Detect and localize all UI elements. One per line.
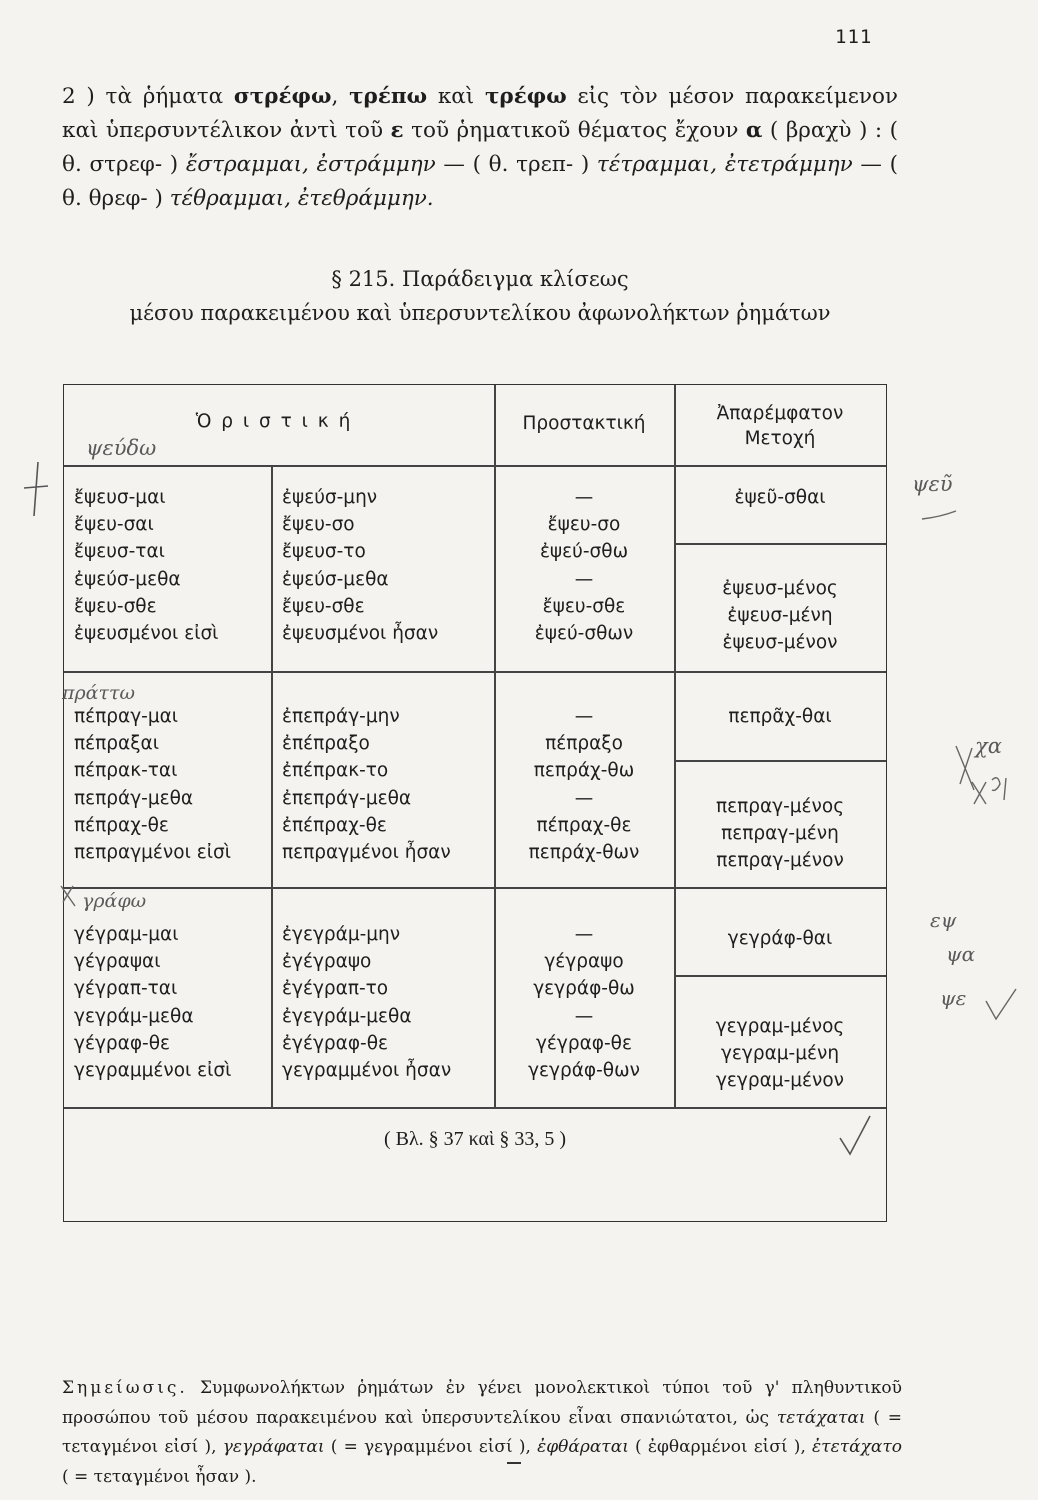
form: ἐψεύ-σθω [539, 541, 629, 563]
form: γεγράμ-μεθα [74, 1005, 194, 1027]
form: πεπραγμένοι εἰσὶ [74, 841, 231, 863]
intro-text: — ( θ. θρεφ- ) [62, 152, 898, 211]
form: πεπράχ-θω [533, 760, 635, 782]
form: ἐπεπράγ-μην [282, 706, 400, 727]
form: γεγραμμένοι εἰσὶ [74, 1059, 232, 1081]
form: πέπραγ-μαι [74, 706, 179, 727]
intro-text: τὰ ῥήματα [94, 84, 234, 109]
footnote [62, 1374, 902, 1492]
divider [64, 671, 886, 673]
participle-forms-2 [674, 793, 886, 875]
verb-trepho: τρέφω [484, 84, 567, 109]
intro-text: εἰς τὸν μέσον παρακείμενον καὶ ὑπερσυντέλικον ἀντὶ τοῦ [62, 84, 899, 143]
past-forms-3 [282, 921, 451, 1084]
form: πέπραξαι [74, 733, 159, 755]
note-example: ἐτετάχατο [812, 1437, 903, 1457]
verb-trepo: τρέπω [349, 84, 428, 109]
form: ἐψεύσ-μεθα [282, 568, 389, 590]
form: πεπράγ-μεθα [74, 787, 194, 809]
form: γεγραμ-μένον [715, 1070, 845, 1092]
form: γέγραμ-μαι [74, 924, 179, 945]
note-text: Συμφωνολήκτων ῥημάτων ἐν γένει μονολεκτικοὶ τύποι τοῦ γ' πληθυντικοῦ προσώπου τοῦ μέσου παρακειμένου καὶ ὑπερσυντελίκου εἶναι σπανιώτατοι, ὡς [62, 1378, 902, 1428]
form: πέπρακ-ται [74, 760, 178, 782]
handwritten-note: εψ [930, 908, 957, 932]
form: ἐψεύσ-μεθα [74, 568, 181, 590]
note-text: ( = τεταγμένοι εἰσί ), [62, 1407, 903, 1457]
form: γέγραψο [544, 951, 624, 973]
form: πεπραγ-μένος [715, 796, 845, 817]
imperative-forms-1 [494, 484, 674, 647]
letter-alpha: α [745, 118, 763, 143]
form: ἐγέγραπ-το [282, 978, 389, 1000]
form: ἐγέγραφ-θε [282, 1032, 389, 1054]
letter-epsilon: ε [390, 118, 404, 143]
header-infinitive-participle [674, 401, 886, 451]
divider [64, 465, 886, 467]
handwritten-note: ψε [940, 986, 967, 1010]
form: ἔψευ-σο [547, 514, 621, 536]
note-text: ( = γεγραμμένοι εἰσί ), [324, 1437, 538, 1457]
verb-strepho: στρέφω [233, 84, 332, 109]
margin-handwriting-stroke [968, 770, 1018, 815]
form: γεγράφ-θαι [727, 928, 833, 949]
divider [674, 975, 886, 977]
present-forms-2 [74, 703, 231, 866]
form: ἐψευσμένοι ἦσαν [282, 622, 439, 644]
imperative-forms-2 [494, 703, 674, 866]
header-imperative: Προστακτική [522, 413, 646, 434]
form: ἐγέγραψο [282, 951, 372, 973]
form: — [574, 487, 594, 508]
form: ἐπέπραχ-θε [282, 814, 387, 836]
intro-text: , [331, 84, 350, 109]
check-mark [836, 1112, 876, 1162]
form: ἐψεῦ-σθαι [734, 487, 826, 508]
divider [674, 543, 886, 545]
form: ἔψευ-σαι [74, 514, 154, 536]
note-text: ( ἐφθαρμένοι εἰσί ), [628, 1437, 813, 1457]
handwritten-note: ψεῦ [912, 472, 953, 496]
note-text: ( = τεταγμένοι ἦσαν ). [62, 1466, 257, 1487]
margin-plus-mark [20, 460, 50, 520]
form: πεπραγ-μένη [721, 823, 839, 845]
form: γεγραμ-μένος [715, 1016, 845, 1037]
form: — [574, 568, 594, 590]
header-participle: Μετοχή [744, 428, 816, 449]
form: γέγραφ-θε [535, 1032, 633, 1054]
infinitive-1 [674, 484, 886, 511]
handwritten-note: χα [975, 734, 1002, 758]
participle-forms-1 [674, 575, 886, 657]
form: γέγραψαι [74, 951, 161, 973]
note-example: γεγράφαται [222, 1437, 325, 1457]
form: πέπραξο [545, 733, 623, 755]
note-label: Σημείωσις. [62, 1378, 188, 1398]
form: ἔψευ-σθε [542, 595, 626, 617]
form: ἔψευ-σο [282, 514, 355, 536]
form: γέγραπ-ται [74, 978, 178, 1000]
imperative-forms-3 [494, 921, 674, 1084]
participle-forms-3 [674, 1013, 886, 1095]
form: γέγραφ-θε [74, 1032, 171, 1054]
form: πέπραχ-θε [74, 814, 169, 836]
divider [271, 465, 273, 1107]
form: πεπρᾶχ-θαι [728, 706, 832, 727]
note-example: ἐφθάραται [537, 1437, 629, 1457]
form: ἐγεγράμ-μεθα [282, 1005, 412, 1027]
handwritten-note: πράττω [62, 682, 136, 704]
handwritten-note: γράφω [82, 890, 147, 912]
form: ἐπέπραξο [282, 733, 370, 755]
form: — [574, 924, 594, 945]
form: πέπραχ-θε [536, 814, 632, 836]
intro-text: τοῦ ῥηματικοῦ θέματος ἔχουν [403, 118, 746, 143]
present-forms-3 [74, 921, 231, 1084]
form: πεπραγ-μένον [716, 850, 844, 872]
form: γεγραμμένοι ἦσαν [282, 1059, 452, 1081]
section-subtitle: μέσου παρακειμένου καὶ ὑπερσυντελίκου ἀφωνολήκτων ῥημάτων [129, 301, 831, 325]
margin-underline-mark [920, 505, 960, 525]
form: — [574, 787, 594, 809]
past-forms-1 [282, 484, 438, 647]
present-forms-1 [74, 484, 218, 647]
form: ἐψευσ-μένος [722, 578, 838, 599]
form: γεγράφ-θω [533, 978, 635, 1000]
form: πεπραγμένοι ἦσαν [282, 841, 451, 863]
form: — [574, 706, 594, 727]
infinitive-2 [674, 703, 886, 730]
form: ἐγεγράμ-μην [282, 924, 401, 945]
form: πεπράχ-θων [528, 841, 640, 863]
divider [674, 760, 886, 762]
header-indicative: Ὁ ρ ι σ τ ι κ ή [195, 411, 353, 432]
form: ἐψευσ-μένον [722, 632, 838, 654]
form: ἔψευσ-μαι [74, 487, 166, 508]
intro-text: — ( θ. τρεπ- ) [435, 152, 597, 177]
infinitive-3 [674, 925, 886, 952]
printer-mark [505, 1458, 525, 1468]
form: ἐψεύσ-μην [282, 487, 378, 508]
intro-text: ( βραχὺ ) : ( θ. στρεφ- ) [62, 118, 899, 177]
handwritten-note: ψεύδω [86, 436, 157, 460]
cross-reference: ( Βλ. § 37 καὶ § 33, 5 ) [383, 1128, 567, 1150]
example-forms: τέθραμμαι, ἐτεθράμμην. [169, 186, 434, 211]
form: γεγράφ-θων [528, 1059, 640, 1081]
check-mark [982, 985, 1022, 1025]
header-infinitive: Ἀπαρέμφατον [716, 403, 844, 424]
conjugation-table [63, 384, 887, 1222]
form: — [574, 1005, 594, 1027]
handwritten-note: ψα [946, 942, 976, 966]
note-example: τετάχαται [776, 1407, 866, 1428]
page-number: 111 [835, 26, 873, 48]
divider [64, 1107, 886, 1109]
form: γεγραμ-μένη [720, 1043, 840, 1065]
intro-text: καὶ [427, 84, 485, 109]
form: ἔψευ-σθε [74, 595, 157, 617]
form: ἔψευσ-το [282, 541, 366, 563]
example-forms: τέτραμμαι, ἐτετράμμην [596, 152, 853, 177]
margin-x-mark [55, 880, 85, 930]
form: ἐπεπράγ-μεθα [282, 787, 412, 809]
intro-paragraph [62, 80, 898, 216]
form: ἔψευ-σθε [282, 595, 365, 617]
past-forms-2 [282, 703, 451, 866]
form: ἐπέπρακ-το [282, 760, 389, 782]
divider [64, 887, 886, 889]
rule-number: 2 ) [62, 84, 95, 109]
form: ἔψευσ-ται [74, 541, 165, 563]
example-forms: ἔστραμμαι, ἐστράμμην [185, 152, 436, 177]
section-title: § 215. Παράδειγμα κλίσεως [331, 267, 629, 291]
form: ἐψευσ-μένη [727, 605, 833, 627]
form: ἐψευσμένοι εἰσὶ [74, 622, 219, 644]
form: ἐψεύ-σθων [534, 622, 634, 644]
section-heading [60, 262, 900, 330]
